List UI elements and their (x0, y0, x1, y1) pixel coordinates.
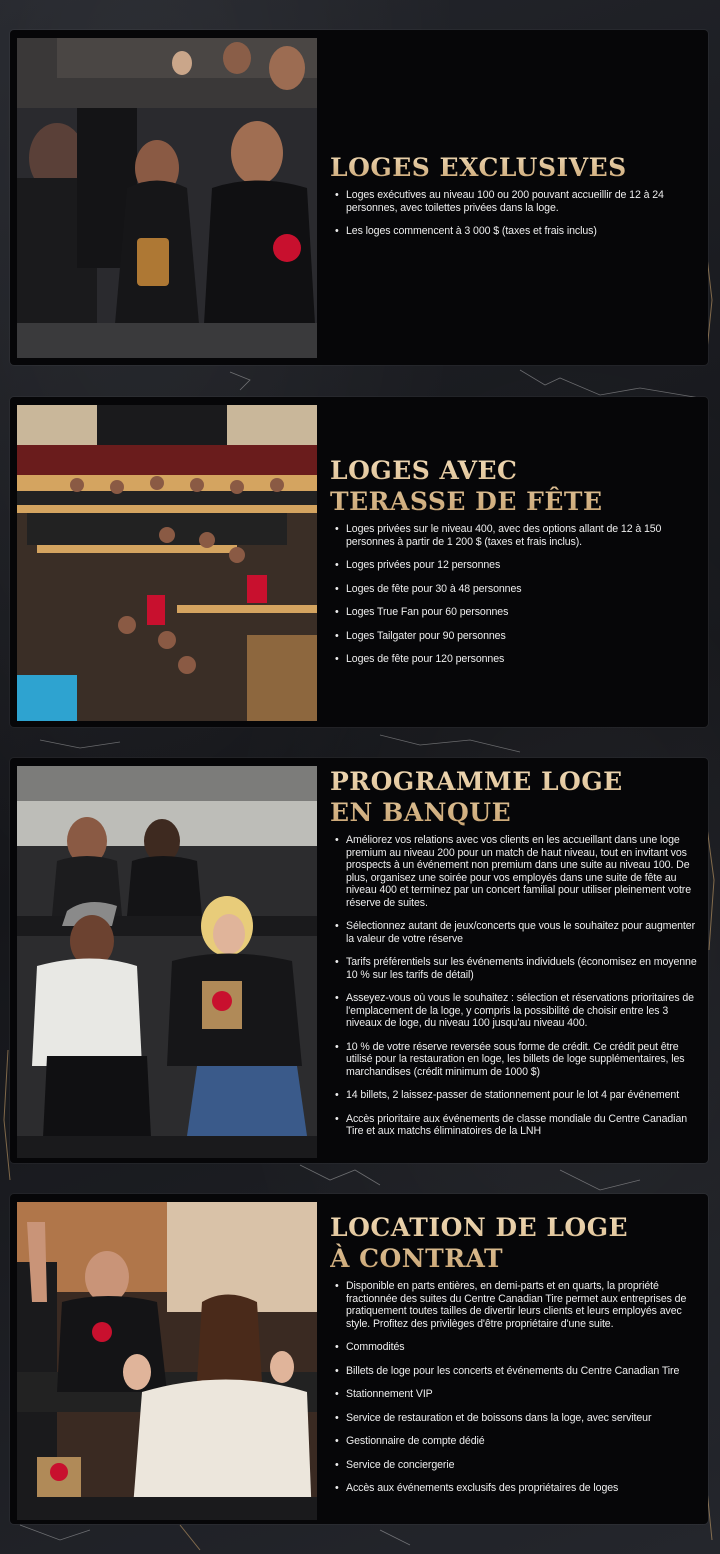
feature-list (330, 834, 698, 1138)
list-item: • Stationnement VIP (330, 1388, 698, 1401)
section-loges-exclusives (10, 30, 708, 365)
list-item: • Service de conciergerie (330, 1459, 698, 1472)
list-item: • Accès prioritaire aux événements de classe mondiale du Centre Canadian Tire et aux matchs éliminatoires de la LNH (330, 1113, 698, 1138)
photo-cheering-fans (17, 1202, 317, 1520)
list-item: • Billets de loge pour les concerts et événements du Centre Canadian Tire (330, 1365, 698, 1378)
section-location-loge-contrat (10, 1194, 708, 1524)
list-item: • Loges True Fan pour 60 personnes (330, 606, 698, 619)
list-item: • 10 % de votre réserve reversée sous forme de crédit. Ce crédit peut être utilisé pour la restauration en loge, les billets de loge supplémentaires, les marchandises (crédit minimum de 1000 $) (330, 1041, 698, 1079)
section-title: LOGES EXCLUSIVES (330, 152, 698, 183)
list-item: • Loges de fête pour 120 personnes (330, 653, 698, 666)
section-programme-loge-banque (10, 758, 708, 1163)
list-item: • Service de restauration et de boissons dans la loge, avec serviteur (330, 1412, 698, 1425)
list-item: • Améliorez vos relations avec vos clients en les accueillant dans une loge premium au niveau 200 pour un match de haut niveau, tout en invitant vos prospects à un événement non premium dans une suite au niveau 100. De plus, organisez une soirée pour vos employés dans une suite de fête au niveau 400 et terminez par un concert familial pour utiliser pleinement votre réserve de suites. (330, 834, 698, 909)
list-item: • Les loges commencent à 3 000 $ (taxes et frais inclus) (330, 225, 698, 238)
list-item: • Loges privées pour 12 personnes (330, 559, 698, 572)
photo-fans-in-suite (17, 38, 317, 358)
photo-party-terrace (17, 405, 317, 721)
list-item: • Sélectionnez autant de jeux/concerts que vous le souhaitez pour augmenter la valeur de votre réserve (330, 920, 698, 945)
section-title: LOGES AVEC TERASSE DE FÊTE (330, 455, 698, 517)
section-title: LOCATION DE LOGE À CONTRAT (330, 1212, 698, 1274)
list-item: • Loges exécutives au niveau 100 ou 200 pouvant accueillir de 12 à 24 personnes, avec toilettes privées dans la loge. (330, 189, 698, 214)
section-loges-terrasse (10, 397, 708, 727)
list-item: • Asseyez-vous où vous le souhaitez : sélection et réservations prioritaires de l'emplacement de la loge, y compris la possibilité de choisir entre les 3 niveaux de loge, du niveau 100 jusqu'au niveau 400. (330, 992, 698, 1030)
list-item: • Loges Tailgater pour 90 personnes (330, 630, 698, 643)
list-item: • Loges privées sur le niveau 400, avec des options allant de 12 à 150 personnes à partir de 1 200 $ (taxes et frais inclus). (330, 523, 698, 548)
feature-list (330, 189, 698, 238)
list-item: • 14 billets, 2 laissez-passer de stationnement pour le lot 4 par événement (330, 1089, 698, 1102)
feature-list (330, 523, 698, 666)
list-item: • Loges de fête pour 30 à 48 personnes (330, 583, 698, 596)
list-item: • Tarifs préférentiels sur les événements individuels (économisez en moyenne 10 % sur les tarifs de détail) (330, 956, 698, 981)
list-item: • Disponible en parts entières, en demi-parts et en quarts, la propriété fractionnée des suites du Centre Canadian Tire permet aux entreprises de pratiquement toutes tailles de divertir leurs clients et leurs employés avec style. Profitez des privilèges d'être propriétaire d'une suite. (330, 1280, 698, 1330)
photo-guests-in-loge (17, 766, 317, 1158)
list-item: • Gestionnaire de compte dédié (330, 1435, 698, 1448)
list-item: • Commodités (330, 1341, 698, 1354)
feature-list (330, 1280, 698, 1495)
list-item: • Accès aux événements exclusifs des propriétaires de loges (330, 1482, 698, 1495)
section-title: PROGRAMME LOGE EN BANQUE (330, 766, 698, 828)
